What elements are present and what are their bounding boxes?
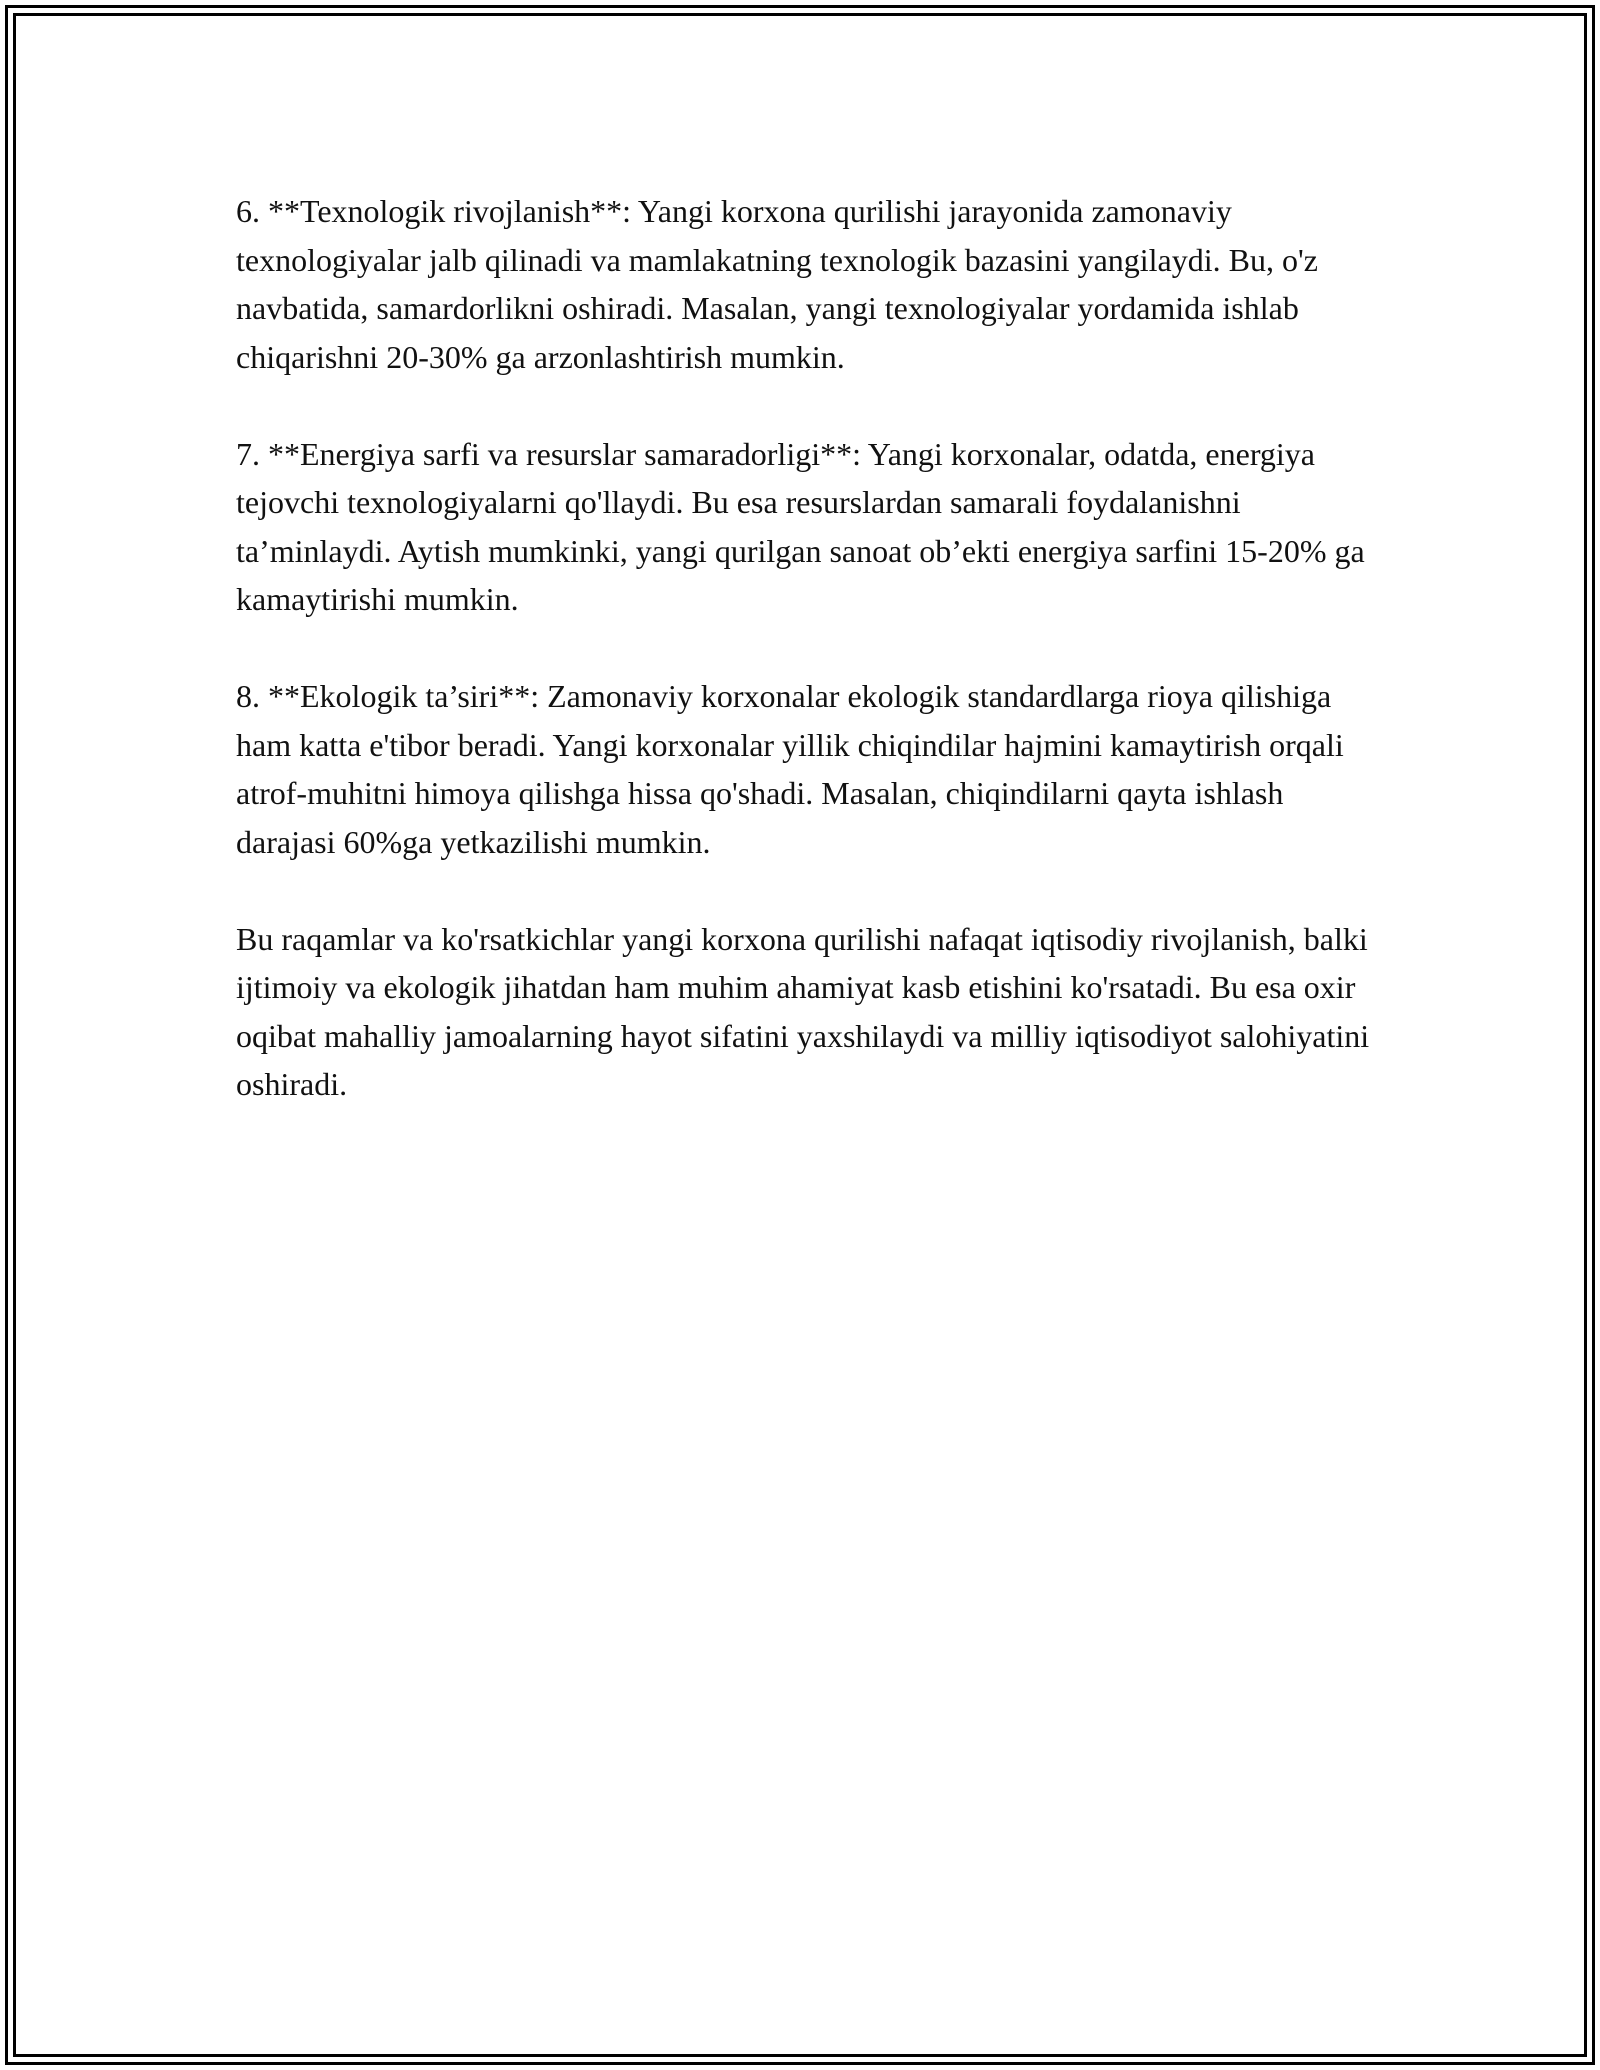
paragraph-ecological-impact: 8. **Ekologik ta’siri**: Zamonaviy korxonalar ekologik standardlarga rioya qilishiga ham katta e'tibor beradi. Yangi korxonalar yillik chiqindilar hajmini kamaytirish orqali atrof-muhitni himoya qilishga hissa qo'shadi. Masalan, chiqindilarni qayta ishlash darajasi 60%ga yetkazilishi mumkin. [236, 678, 1344, 860]
paragraph-energy-efficiency: 7. **Energiya sarfi va resurslar samaradorligi**: Yangi korxonalar, odatda, energiya tejovchi texnologiyalarni qo'llaydi. Bu esa resurslardan samarali foydalanishni ta’minlaydi. Aytish mumkinki, yangi qurilgan sanoat ob’ekti energiya sarfini 15-20% ga kamaytirishi mumkin. [236, 435, 1365, 617]
document-body [236, 187, 1386, 1157]
paragraph-conclusion: Bu raqamlar va ko'rsatkichlar yangi korxona qurilishi nafaqat iqtisodiy rivojlanish, balki ijtimoiy va ekologik jihatdan ham muhim ahamiyat kasb etishini ko'rsatadi. Bu esa oxir oqibat mahalliy jamoalarning hayot sifatini yaxshilaydi va milliy iqtisodiyot salohiyatini oshiradi. [236, 920, 1370, 1102]
paragraph-technological-development: 6. **Texnologik rivojlanish**: Yangi korxona qurilishi jarayonida zamonaviy texnologiyalar jalb qilinadi va mamlakatning texnologik bazasini yangilaydi. Bu, o'z navbatida, samardorlikni oshiradi. Masalan, yangi texnologiyalar yordamida ishlab chiqarishni 20-30% ga arzonlashtirish mumkin. [236, 193, 1318, 375]
